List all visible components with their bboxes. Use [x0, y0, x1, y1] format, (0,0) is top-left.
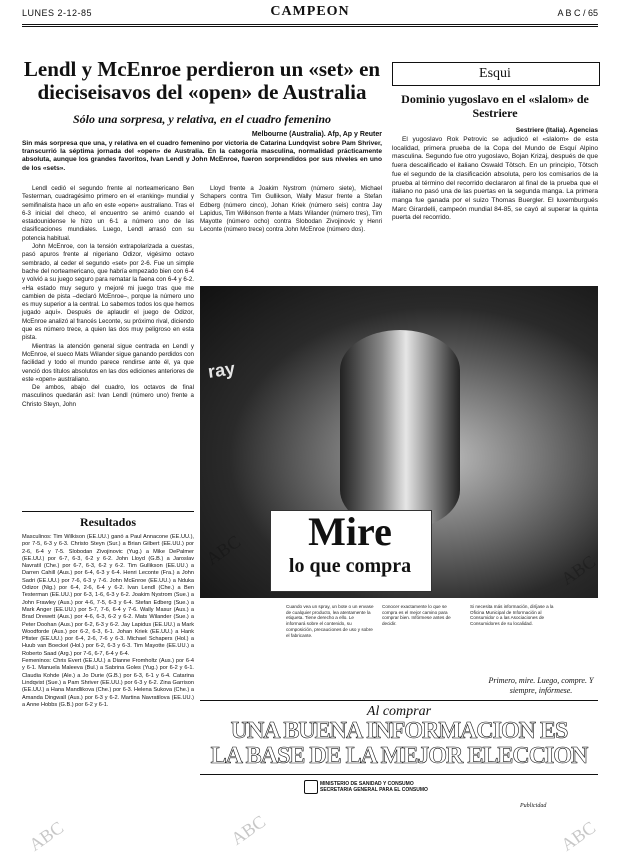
sidebar-category: Esqui	[479, 66, 511, 81]
spray-label-text: ray	[206, 358, 237, 382]
paragraph: Lendl cedió el segundo frente al norteamericano Ben Testerman, cuadragésimo primero en el «ranking» mundial y semifinalista hace un año en este «open» australiano. Tras el 6-3 inicial del checo, el encuentro se animó cuando el estadounidense le hizo un 6-1 a número uno de las clasificaciones mundiales. Luego, Lendl arrasó con su potencia habitual.	[22, 185, 194, 242]
results-men: Masculinos: Tim Wilkison (EE.UU.) ganó a Paul Annacone (EE.UU.), por 7-5, 6-3 y 6-3. Christo Steyn (Sur.) a Brian Gilbert (EE.UU.) por 2-6, 6-4 y 7-5. Slobodan Zivojinovic (Yug.) a Mike DePalmer (EE.UU.) por 6-7, 6-3, 6-2 y 6-2. John Lloyd (G.B.) a Jaroslav Navratil (Che.) por 6-7, 6-3, 6-2 y 6-2. Tim Gullikson (EE.UU.) a Darren Cahill (Aus.) por 6-4, 6-3 y 6-4. Henri Leconte (Fra.) a John Sadri (EE.UU.) por 7-6, 6-3 y 7-6. John McEnroe (EE.UU.) a Nduka Odizor (Nig.) por 6-4, 2-6, 6-4 y 6-2. Ivan Lendl (Che.) a Ben Testerman (EE.UU.) por 6-3, 1-6, 6-3 y 6-2. Joakim Nystrom (Sue.) a John Frawley (Aus.) por 4-6, 7-5, 6-3 y 6-4. Stefan Edberg (Sue.) a Mark Anger (EE.UU.) por 5-7, 7-6, 6-4 y 7-6. Wally Masur (Aus.) a Brad Drewett (Aus.) por 4-6, 6-3, 6-2 y 6-2. Mats Wilander (Sue.) a Peter Doohan (Aus.) por 6-2, 6-3 y 6-2. Jay Lapidus (EE.UU.) a Mark Woodforde (Aus.) por 6-2, 6-3, 6-1. Johan Kriek (EE.UU.) a Hank Pfister (EE.UU.) por 6-4, 2-6, 7-6 y 6-3. Michael Schapers (Hol.) a Huub van Boeckel (Hol.) por 6-2, 6-3 y 6-3. Tim Mayotte (EE.UU.) a Roberto Saad (Arg.) por 7-6, 6-7, 6-4 y 6-4.	[22, 534, 194, 657]
article-column-1	[22, 185, 194, 409]
ad-slogan-line-1: UNA BUENA INFORMACION ES	[230, 718, 568, 744]
ad-fine-print-2: Conocer exactamente lo que se compra es el mejor camino para comprar bien. Infórmese antes de decidir.	[382, 604, 451, 627]
article-lead: Sin más sorpresa que una, y relativa en el cuadro femenino por victoria de Catarina Lundqvist sobre Pam Shriver, transcurrió la séptima jornada del «open» de Australia. En la categoría masculina, normalidad prácticamente absoluta, aunque los grandes favoritos, Ivan Lendl y John McEnroe, fueron sorprendidos por sus niveles en uno de los «sets».	[22, 140, 382, 172]
header-rule-2	[22, 26, 598, 27]
spray-can-image	[340, 330, 460, 530]
ad-signature: Publicidad	[520, 803, 547, 809]
ministry-subname: SECRETARIA GENERAL PARA EL CONSUMO	[320, 787, 428, 793]
ad-intro: Al comprar	[366, 704, 432, 719]
ad-headline-small: lo que compra	[288, 555, 412, 577]
page-date: LUNES 2-12-85	[22, 8, 93, 18]
article-column-2	[200, 185, 382, 235]
article-subhead: Sólo una sorpresa, y relativa, en el cuadro femenino	[72, 112, 331, 126]
ad-fine-print-1: Cuando vea un spray, un bote o un envase de cualquier producto, lea atentamente la etiqueta. Tiene derecho a ello. Le informará sobre el contenido, su composición, precauciones de uso y sobre el fabricante.	[286, 604, 374, 638]
ministry-emblem-icon	[304, 780, 318, 794]
paragraph: Lloyd frente a Joakim Nystrom (número siete), Michael Schapers contra Tim Gullikson, Wally Masur frente a Stefan Edberg (número cinco), Johan Kriek (número seis) contra Jay Lapidus, Tim Wilkinson frente a Mats Wilander (número tres), Tim Mayotte (número ocho) contra Slobodan Zivojinovic y Henri Leconte (número trece) contra John McEnroe (número dos).	[200, 185, 382, 234]
article-headline: Lendl y McEnroe perdieron un «set» en dieciseisavos del «open» de Australia	[23, 57, 381, 104]
watermark: ABC	[557, 817, 600, 855]
paragraph: Mientras la atención general sigue centrada en Lendl y McEnroe, el sueco Mats Wilander sigue ganando perdidos con facilidad y todo el mundo parece rendirse ante él, ya que venció dos títulos absolutos en las dos ediciones anteriores de este «open» australiano.	[22, 342, 194, 383]
ad-rule-bottom	[200, 774, 598, 775]
section-title: CAMPEON	[270, 4, 350, 19]
ad-ministry	[320, 781, 500, 793]
results-women: Femeninos: Chris Evert (EE.UU.) a Dianne Fromholtz (Aus.) por 6-4 y 6-1. Manuela Maleeva (Bul.) a Sabrina Goles (Yug.) por 6-2 y 6-1. Claudia Kohde (Ale.) a Jo Durie (G.B.) por 6-3, 6-1 y 6-4. Catarina Lindqvist (Sue.) a Pam Shriver (EE.UU.) por 6-3 y 6-2. Zina Garrison (EE.UU.) a Hana Mandlikova (Che.) por 6-3. Helena Sukova (Che.) a Amanda Dingwall (Aus.) por 6-3 y 6-2. Martina Navratilova (EE.UU.) a Anne Hobbs (G.B.) por 6-2 y 6-1.	[22, 658, 194, 708]
ad-headline-big: Mire	[308, 509, 392, 554]
watermark: ABC	[227, 811, 270, 849]
paragraph: De ambos, abajo del cuadro, los octavos de final masculinos quedarán así: Ivan Lendl (número uno) frente a Christo Steyn, John	[22, 384, 194, 408]
watermark: ABC	[202, 531, 245, 569]
results-rule	[22, 511, 194, 512]
ad-slogan-line-2: LA BASE DE LA MEJOR ELECCION	[210, 743, 588, 769]
ad-claim: Primero, mire. Luego, compre. Y siempre, infórmese.	[488, 676, 594, 695]
sidebar-dateline: Sestriere (Italia). Agencias	[515, 127, 598, 134]
paragraph: El yugoslavo Rok Petrovic se adjudicó el «slalom» de esta localidad, primera prueba de la Copa del Mundo de Esquí Alpino masculina. Segundo fue otro yugoslavo, Bojan Krizaj, después de que fuera descalificado el italiano Oswald Tötsch. En un principio, Tötsch fue el segundo de la clasificación absoluta, pero los comisarios de la prueba al término del recorrido declararon al final de la prueba que el italiano no pasó una de las puertas en la segunda manga. La primera manga fue ganada por el suizo Thomas Buergler. El luxemburgués Marc Girardelli, campeón mundial 84-85, se cayó al superar la quinta puerta del recorrido.	[392, 136, 598, 222]
page-number: A B C / 65	[557, 8, 598, 18]
article-dateline: Melbourne (Australia). Afp, Ap y Reuter	[251, 131, 382, 138]
header-rule	[22, 24, 598, 25]
ministry-name: MINISTERIO DE SANIDAD Y CONSUMO	[320, 781, 414, 787]
ad-fine-print-3: Si necesita más información, diríjase a la Oficina Municipal de Información al Consumidor o a las Asociaciones de Consumidores de su localidad.	[470, 604, 554, 627]
results-title: Resultados	[79, 515, 136, 529]
ad-rule	[200, 700, 598, 701]
results-list	[22, 534, 194, 709]
sidebar-body	[392, 136, 598, 223]
watermark: ABC	[25, 817, 68, 855]
watermark: ABC	[557, 551, 600, 589]
sidebar-headline: Dominio yugoslavo en el «slalom» de Sestriere	[401, 92, 589, 120]
paragraph: John McEnroe, con la tensión extrapolarizada a cuestas, pasó apuros frente al nigeriano Odizor, vigésimo octavo sembrado, al ceder el segundo «set» por 2-6. Fue un simple bache del norteamericano, que habría empezado bien con 6-4 y volvió a su juego seguro para rematar la faena con 6-4 y 6-2. «Ha estado muy seguro y mejoré mi juego tras que me cambien de pista –declaró McEnroe–, porque la número uno es muy superior a la central. Lo sabemos todos los que hemos jugado aquí». Después de aplaudir el juego de Odizor, McEnroe analizó al francés Leconte, su próximo rival, diciendo que es número trece, a quien las dos muy peligroso en esta pista.	[22, 243, 194, 342]
